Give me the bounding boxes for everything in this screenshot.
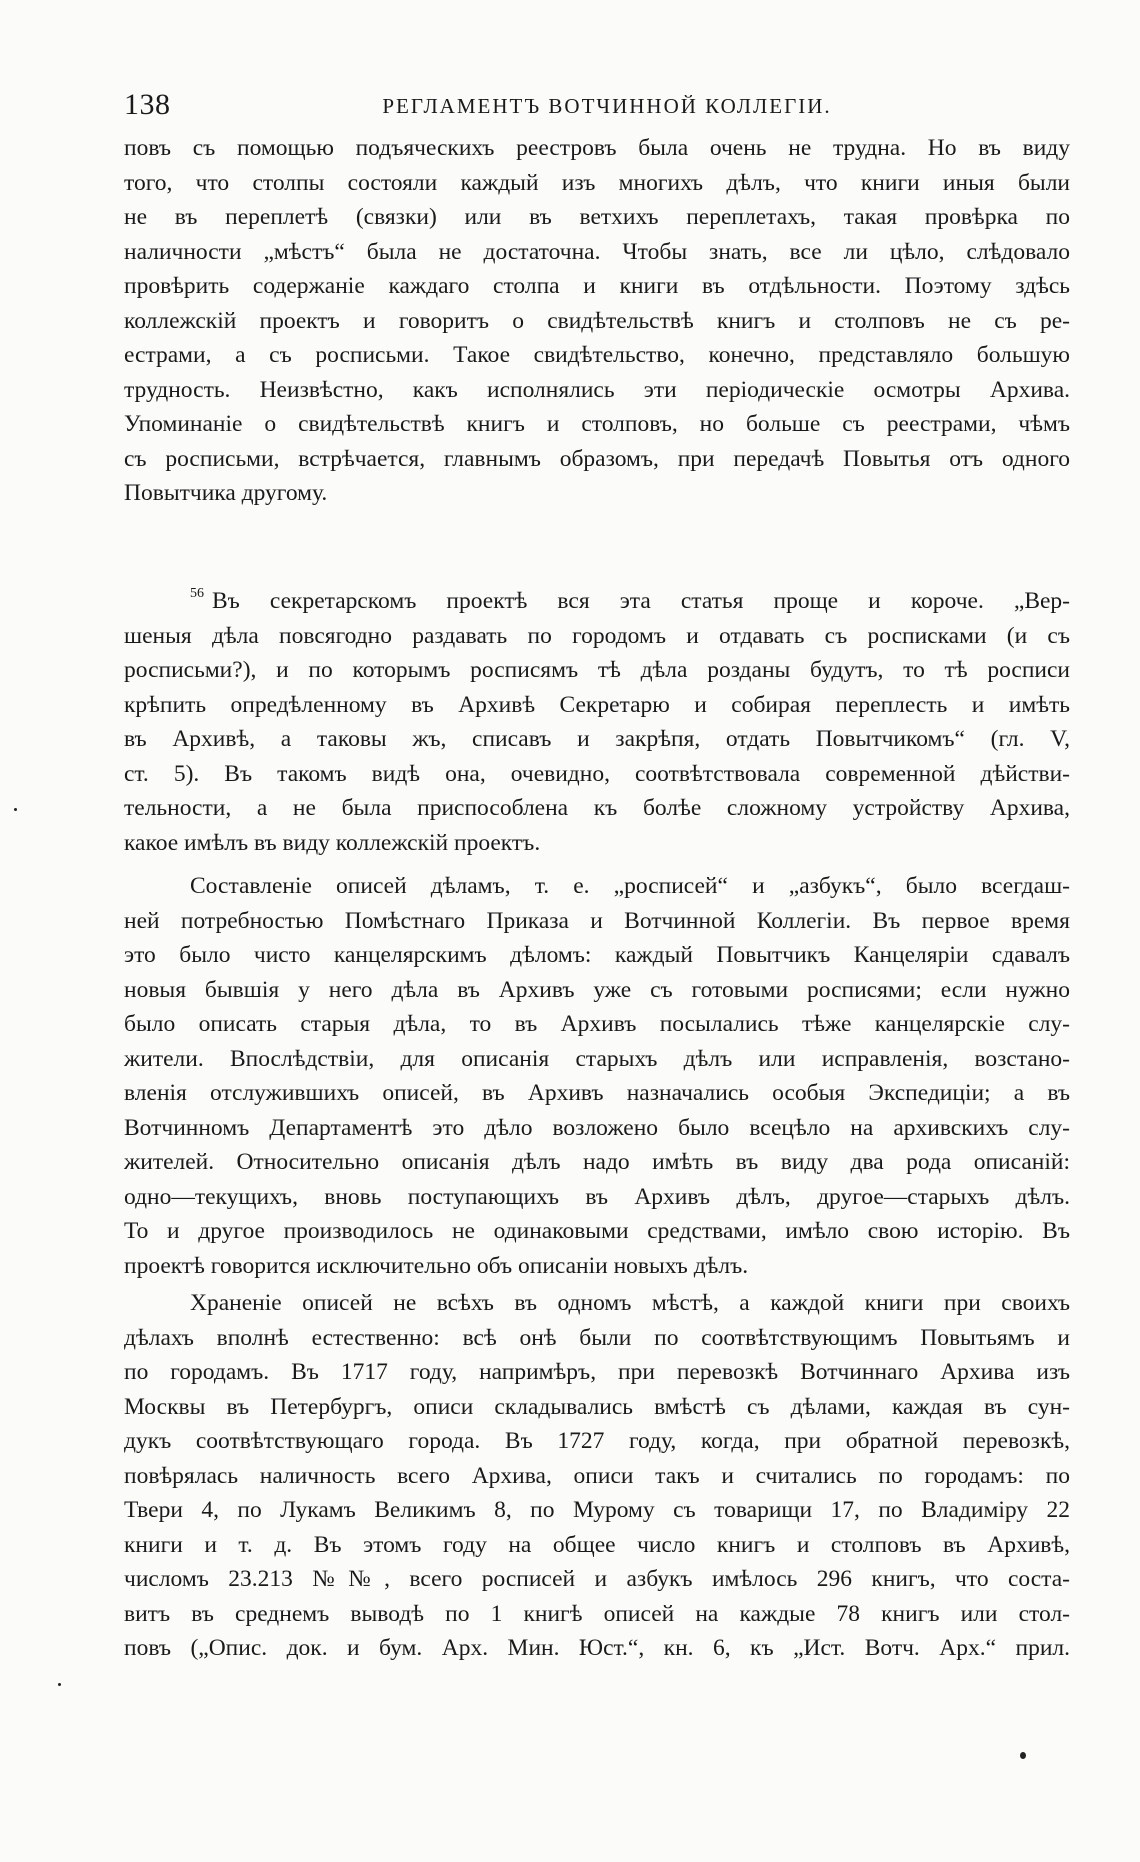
text-line: Повытчика другому. <box>124 480 328 506</box>
text-line: того, что столпы состояли каждый изъ многихъ дѣлъ, что книги иныя были <box>124 169 1070 196</box>
scan-speck <box>58 1683 61 1686</box>
text-line: Храненіе описей не всѣхъ въ одномъ мѣстѣ, а каждой книги при своихъ <box>190 1290 1070 1316</box>
page-header <box>124 88 1070 128</box>
text-line: витъ въ среднемъ выводѣ по 1 книгѣ описей на каждые 78 книгъ или стол- <box>124 1600 1070 1627</box>
note-56-paragraph <box>124 584 1070 860</box>
text-line: естрами, а съ росписьми. Такое свидѣтельство, конечно, представляло большую <box>124 342 1070 368</box>
paragraph-continuation <box>124 131 1070 511</box>
text-line: по городамъ. Въ 1717 году, напримѣръ, при перевозкѣ Вотчиннаго Архива изъ <box>124 1359 1070 1385</box>
text-line: крѣпить опредѣленному въ Архивѣ Секретарю и собирая переплесть и имѣть <box>124 691 1070 718</box>
scan-speck <box>1020 1752 1026 1759</box>
text-line: было описать старыя дѣла, то въ Архивъ посылались тѣже канцелярскіе слу- <box>124 1011 1070 1037</box>
text-line: одно—текущихъ, вновь поступающихъ въ Архивъ дѣлъ, другое—старыхъ дѣлъ. <box>124 1183 1070 1210</box>
text-line: числомъ 23.213 №№, всего росписей и азбукъ имѣлось 296 книгъ, что соста- <box>124 1566 1070 1592</box>
text-line: ст. 5). Въ такомъ видѣ она, очевидно, соотвѣтствовала современной дѣйстви- <box>124 760 1070 787</box>
text-line: съ росписьми, встрѣчается, главнымъ образомъ, при передачѣ Повытья отъ одного <box>124 445 1070 472</box>
page-number: 138 <box>124 88 171 121</box>
scan-speck <box>14 808 17 811</box>
text-line: новыя бывшія у него дѣла въ Архивъ уже съ готовыми росписями; если нужно <box>124 976 1070 1003</box>
running-head: РЕГЛАМЕНТЪ ВОТЧИННОЙ КОЛЛЕГІИ. <box>382 94 832 118</box>
text-line: проектѣ говорится исключительно объ описаніи новыхъ дѣлъ. <box>124 1252 749 1279</box>
text-line: вленія отслужившихъ описей, въ Архивъ назначались особыя Экспедиціи; а въ <box>124 1080 1070 1106</box>
text-line: Москвы въ Петербургъ, описи складывались вмѣстѣ съ дѣлами, каждая въ сун- <box>124 1393 1070 1420</box>
text-line: шеныя дѣла повсягодно раздавать по городомъ и отдавать съ росписками (и съ <box>124 622 1070 649</box>
paragraph-descriptions <box>124 869 1070 1283</box>
text-line: наличности „мѣстъ“ была не достаточна. Чтобы знать, все ли цѣло, слѣдовало <box>124 238 1070 265</box>
text-line: повъ („Опис. док. и бум. Арх. Мин. Юст.“, кн. 6, къ „Ист. Вотч. Арх.“ прил. <box>124 1635 1070 1661</box>
text-line: Вотчинномъ Департаментѣ это дѣло возложено было всецѣло на архивскихъ слу- <box>124 1114 1070 1141</box>
text-line <box>124 584 1070 619</box>
text-line: То и другое производилось не одинаковыми средствами, имѣло свою исторію. Въ <box>124 1218 1070 1244</box>
text-line: дукъ соотвѣтствующаго города. Въ 1727 году, когда, при обратной перевозкѣ, <box>124 1428 1070 1454</box>
text-line: жителей. Относительно описанія дѣлъ надо имѣть въ виду два рода описаній: <box>124 1149 1070 1175</box>
text-line: книги и т. д. Въ этомъ году на общее число книгъ и столповъ въ Архивѣ, <box>124 1531 1070 1558</box>
text-line: провѣрить содержаніе каждаго столпа и книги въ отдѣльности. Поэтому здѣсь <box>124 273 1070 299</box>
text-line: какое имѣлъ въ виду коллежскій проектъ. <box>124 829 541 856</box>
text-line: Составленіе описей дѣламъ, т. е. „росписей“ и „азбукъ“, было всегдаш- <box>190 873 1070 899</box>
text-line: дѣлахъ вполнѣ естественно: всѣ онѣ были по соотвѣтствующимъ Повытьямъ и <box>124 1324 1070 1351</box>
text-line: повѣрялась наличность всего Архива, описи такъ и считались по городамъ: по <box>124 1462 1070 1489</box>
paragraph-storage <box>124 1286 1070 1666</box>
text-line: росписьми?), и по которымъ росписямъ тѣ дѣла розданы будутъ, то тѣ росписи <box>124 657 1070 683</box>
text-line: трудность. Неизвѣстно, какъ исполнялись эти періодическіе осмотры Архива. <box>124 376 1070 403</box>
text-line: не въ переплетѣ (связки) или въ ветхихъ переплетахъ, такая провѣрка по <box>124 204 1070 230</box>
text-line: ней потребностью Помѣстнаго Приказа и Вотчинной Коллегіи. Въ первое время <box>124 907 1070 934</box>
text-line: жители. Впослѣдствіи, для описанія старыхъ дѣлъ или исправленія, возстано- <box>124 1045 1070 1072</box>
text-line-content: Въ секретарскомъ проектѣ вся эта статья проще и короче. „Вер- <box>212 588 1070 614</box>
footnote-marker: 56 <box>190 586 204 601</box>
text-line: въ Архивѣ, а таковы жъ, списавъ и закрѣпя, отдать Повытчикомъ“ (гл. V, <box>124 726 1070 752</box>
text-line: коллежскій проектъ и говоритъ о свидѣтельствѣ книгъ и столповъ не съ ре- <box>124 307 1070 334</box>
text-line: повъ съ помощью подъяческихъ реестровъ была очень не трудна. Но въ виду <box>124 135 1070 161</box>
text-line: тельности, а не была приспособлена къ болѣе сложному устройству Архива, <box>124 795 1070 821</box>
text-line: Твери 4, по Лукамъ Великимъ 8, по Мурому съ товарищи 17, по Владиміру 22 <box>124 1497 1070 1523</box>
text-line: Упоминаніе о свидѣтельствѣ книгъ и столповъ, но больше съ реестрами, чѣмъ <box>124 411 1070 437</box>
text-line: это было чисто канцелярскимъ дѣломъ: каждый Повытчикъ Канцеляріи сдавалъ <box>124 942 1070 968</box>
